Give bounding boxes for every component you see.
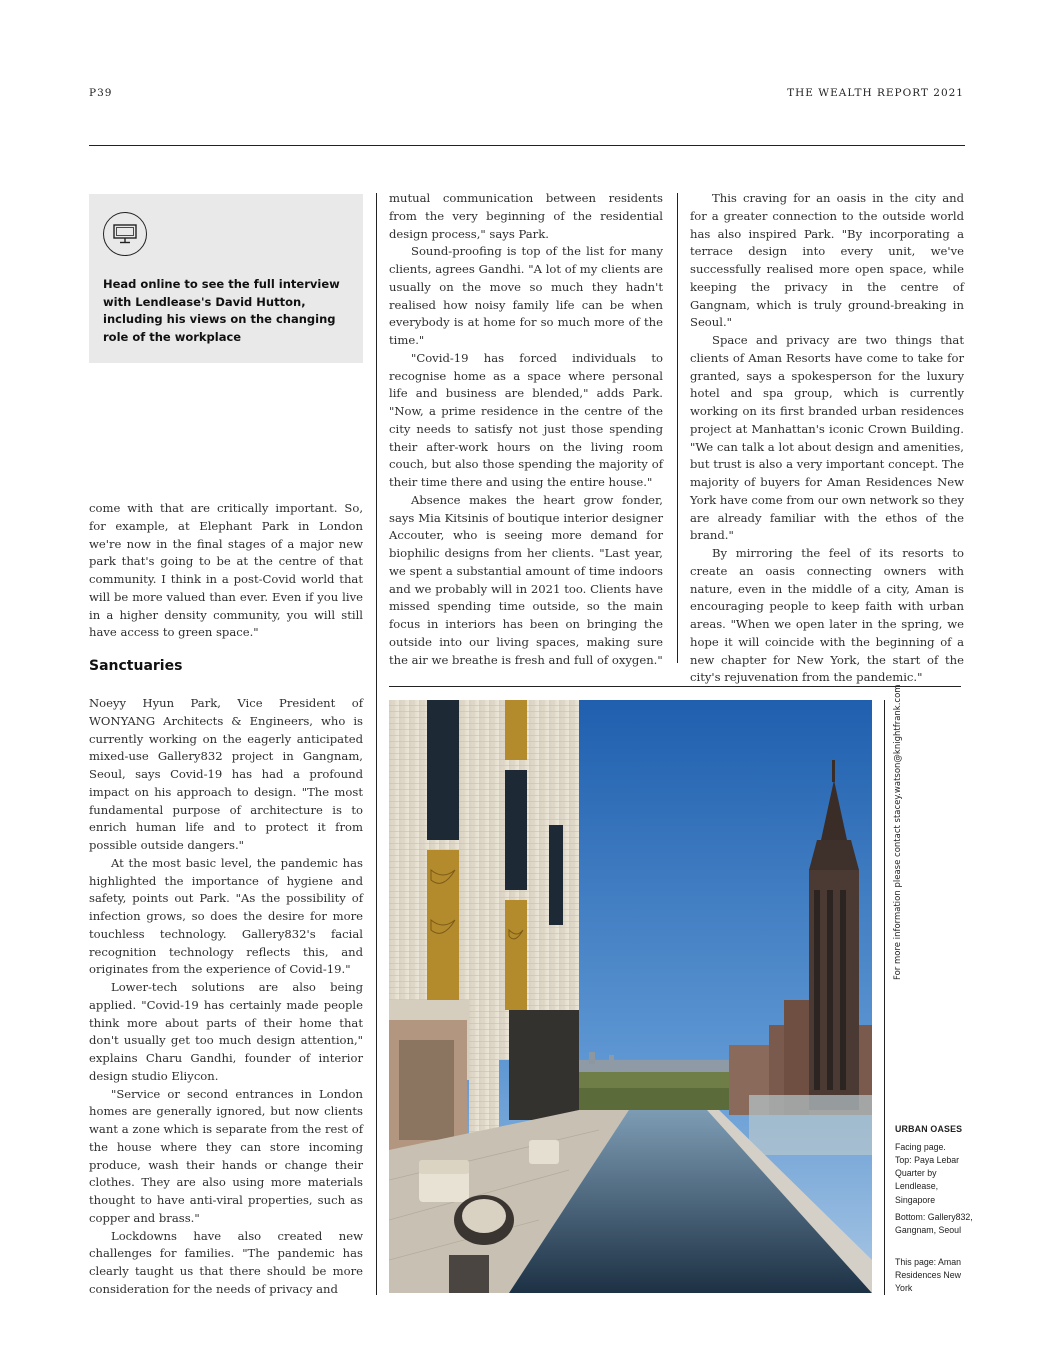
caption-line: This page: Aman Residences New York [895, 1257, 962, 1294]
page-number: P39 [89, 87, 113, 99]
column-3-body [690, 190, 964, 687]
column-divider-2 [677, 193, 678, 663]
contact-note: For more information please contact stacey.watson@knightfrank.com [893, 684, 903, 980]
column-1-top [89, 500, 363, 642]
caption-title: URBAN OASES [895, 1124, 963, 1134]
paragraph: come with that are critically important. So, for example, at Elephant Park in London we're now in the final stages of a major new park that's going to be at the centre of that community. I think in a post-Covid world that will be more valued than ever. Even if you live in a higher density community, you will still have access to green space." [89, 501, 363, 640]
online-interview-callout[interactable] [89, 194, 363, 363]
paragraph: Sound-proofing is top of the list for many clients, agrees Gandhi. "A lot of my clients are usually on the move so much they hadn't realised how noisy family life can be when everybody is at home for so much more of the time." [389, 244, 663, 347]
paragraph: "Service or second entrances in London homes are generally ignored, but now clients want a zone which is separate from the rest of the house where they can store incoming produce, wash their hands or change their clothes. They are also using more materials thought to have anti-viral properties, such as copper and brass." [89, 1086, 363, 1225]
paragraph: Absence makes the heart grow fonder, says Mia Kitsinis of boutique interior designer Accouter, who is seeing more demand for biophilic designs from her clients. "Last year, we spent a substantial amount of time indoors and we probably will in 2021 too. Clients have missed spending time outside, so the main focus in interiors has been on bringing the outside into our living spaces, making sure the air we breathe is fresh and full of oxygen." [389, 492, 663, 667]
header-rule [89, 145, 965, 146]
paragraph: By mirroring the feel of its resorts to create an oasis connecting owners with nature, even in the middle of a city, Aman is encouraging people to keep faith with urban areas. "When we open later in the spring, we hope it will coincide with the beginning of a new chapter for New York, the start of the city's rejuvenation from the pandemic." [690, 546, 964, 685]
column-2-body [389, 190, 663, 669]
callout-text: Head online to see the full interview with Lendlease's David Hutton, including his views on the changing role of the workplace [103, 277, 340, 344]
column-divider-1 [376, 193, 377, 1295]
paragraph: "Covid-19 has forced individuals to recognise home as a space where personal life and business are blended," adds Park. "Now, a prime residence in the centre of the city needs to satisfy not just those spending their after-work hours on the living room couch, but also those spending the majority of their time there and using the entire house." [389, 350, 663, 489]
paragraph: Lower-tech solutions are also being applied. "Covid-19 has certainly made people think more about parts of their home that don't usually get too much design attention," explains Charu Gandhi, founder of interior design studio Eliycon. [89, 980, 363, 1083]
monitor-icon [103, 212, 147, 256]
paragraph: Noeyy Hyun Park, Vice President of WONYANG Architects & Engineers, who is currently working on the eagerly anticipated mixed-use Gallery832 project in Gangnam, Seoul, says Covid-19 has had a profound impact on his approach to design. "The most fundamental purpose of architecture is to enrich human life and to protect it from possible outside dangers." [89, 696, 363, 852]
paragraph: mutual communication between residents from the very beginning of the residential design process," says Park. [389, 191, 663, 241]
paragraph: Space and privacy are two things that clients of Aman Resorts have come to take for granted, says a spokesperson for the luxury hotel and spa group, which is currently working on its first branded urban residences project at Manhattan's iconic Crown Building. "We can talk a lot about design and amenities, but trust is also a very important concept. The majority of buyers for Aman Residences New York have come from our own network so they are already familiar with the ethos of the brand." [690, 333, 964, 543]
caption-line: Bottom: Gallery832, Gangnam, Seoul [895, 1212, 973, 1236]
column-1-body [89, 695, 363, 1299]
subheading-sanctuaries: Sanctuaries [89, 658, 183, 674]
paragraph: This craving for an oasis in the city and for a greater connection to the outside world has also inspired Park. "By incorporating a terrace design into every unit, we've successfully realised more open space, while keeping the privacy in the centre of Gangnam, which is truly ground-breaking in Seoul." [690, 191, 964, 330]
caption-line: Top: Paya Lebar Quarter by Lendlease, Singapore [895, 1155, 960, 1205]
paragraph: At the most basic level, the pandemic has highlighted the importance of hygiene and safety, points out Park. "As the possibility of infection grows, so does the desire for more touchless technology. Gallery832's facial recognition technology reflects this, and originates from the experience of Covid-19." [89, 855, 363, 977]
aman-residences-photo [389, 700, 872, 1293]
paragraph: Lockdowns have also created new challenges for families. "The pandemic has clearly taught us that there should be more consideration for the needs of privacy and [89, 1228, 363, 1296]
caption-line: Facing page. [895, 1142, 946, 1152]
publication-title: THE WEALTH REPORT 2021 [787, 87, 964, 99]
sidebar-divider [884, 700, 885, 1295]
